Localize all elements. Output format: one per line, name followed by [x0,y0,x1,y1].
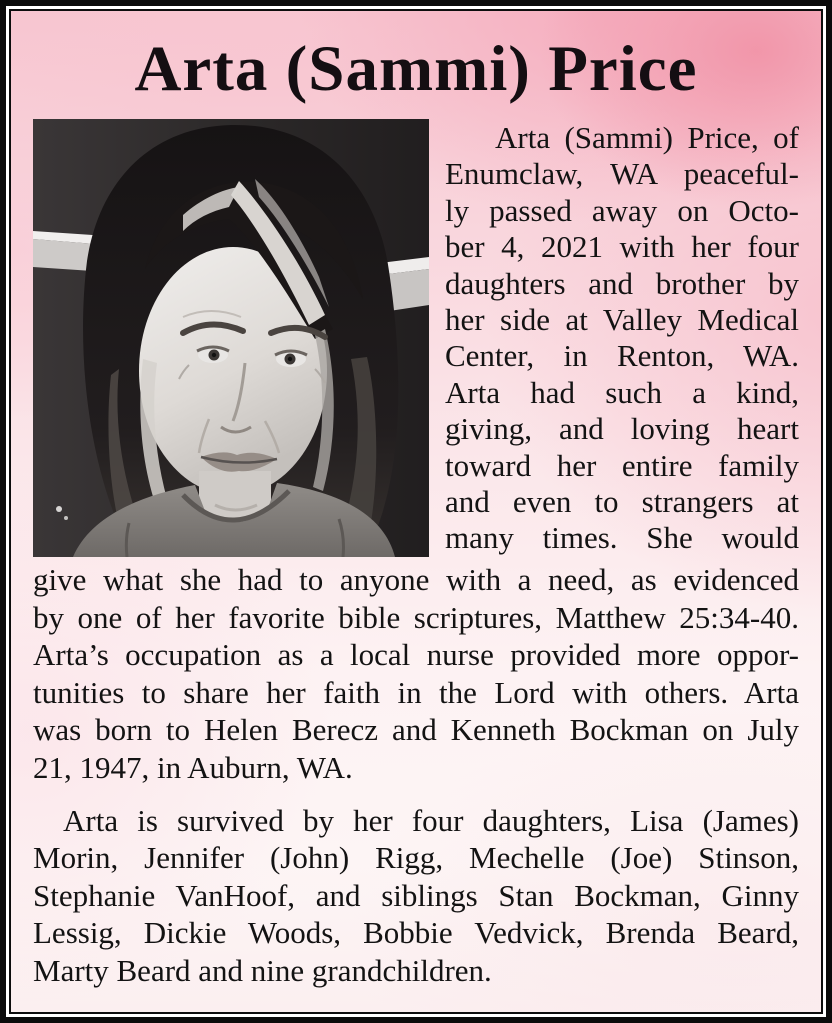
obituary-text-line: Arta is survived by her four daughters, Lisa (James) [63,802,799,838]
obituary-text-line: Arta’s occupation as a local nurse provided more oppor- [33,637,799,673]
photo-and-text-row [33,119,799,557]
obituary-text-line: many times. She would [445,520,799,556]
obituary-full-width-text [33,561,799,787]
portrait-photo [33,119,429,557]
obituary-text-line: her side at Valley Medical [445,302,799,338]
obituary-text-line: Enumclaw, WA peaceful- [445,156,799,192]
obituary-page [9,9,823,1014]
obituary-text-line: Arta (Sammi) Price, of [495,120,799,155]
obituary-content [11,11,821,1012]
obituary-text-line: 21, 1947, in Auburn, WA. [33,749,353,785]
obituary-text-line: Stephanie VanHoof, and siblings Stan Bockman, Ginny [33,877,799,913]
obituary-text-line: toward her entire family [445,447,799,483]
obituary-right-column [445,119,799,557]
obituary-title: Arta (Sammi) Price [134,33,698,105]
obituary-text-line: tunities to share her faith in the Lord with others. Arta [33,674,799,710]
obituary-text-line: daughters and brother by [445,265,799,301]
obituary-survivors-paragraph [33,802,799,990]
obituary-text-line: was born to Helen Berecz and Kenneth Bockman on July [33,712,799,748]
obituary-text-line: by one of her favorite bible scriptures, Matthew 25:34-40. [33,599,799,635]
inner-white-frame [6,6,826,1017]
obituary-text-line: Center, in Renton, WA. [445,338,799,374]
obituary-text-line: Morin, Jennifer (John) Rigg, Mechelle (Joe) Stinson, [33,840,799,876]
obituary-text-line: and even to strangers at [445,484,799,520]
obituary-text-line: give what she had to anyone with a need, as evidenced [33,562,799,597]
obituary-text-line: Marty Beard and nine grandchildren. [33,952,492,988]
obituary-text-line: ber 4, 2021 with her four [445,229,799,265]
obituary-text-line: Lessig, Dickie Woods, Bobbie Vedvick, Brenda Beard, [33,915,799,951]
obituary-text-line: giving, and loving heart [445,411,799,447]
obituary-text-line: Arta had such a kind, [445,374,799,410]
portrait-photo-illustration [33,119,429,557]
obituary-text-line: ly passed away on Octo- [445,192,799,228]
